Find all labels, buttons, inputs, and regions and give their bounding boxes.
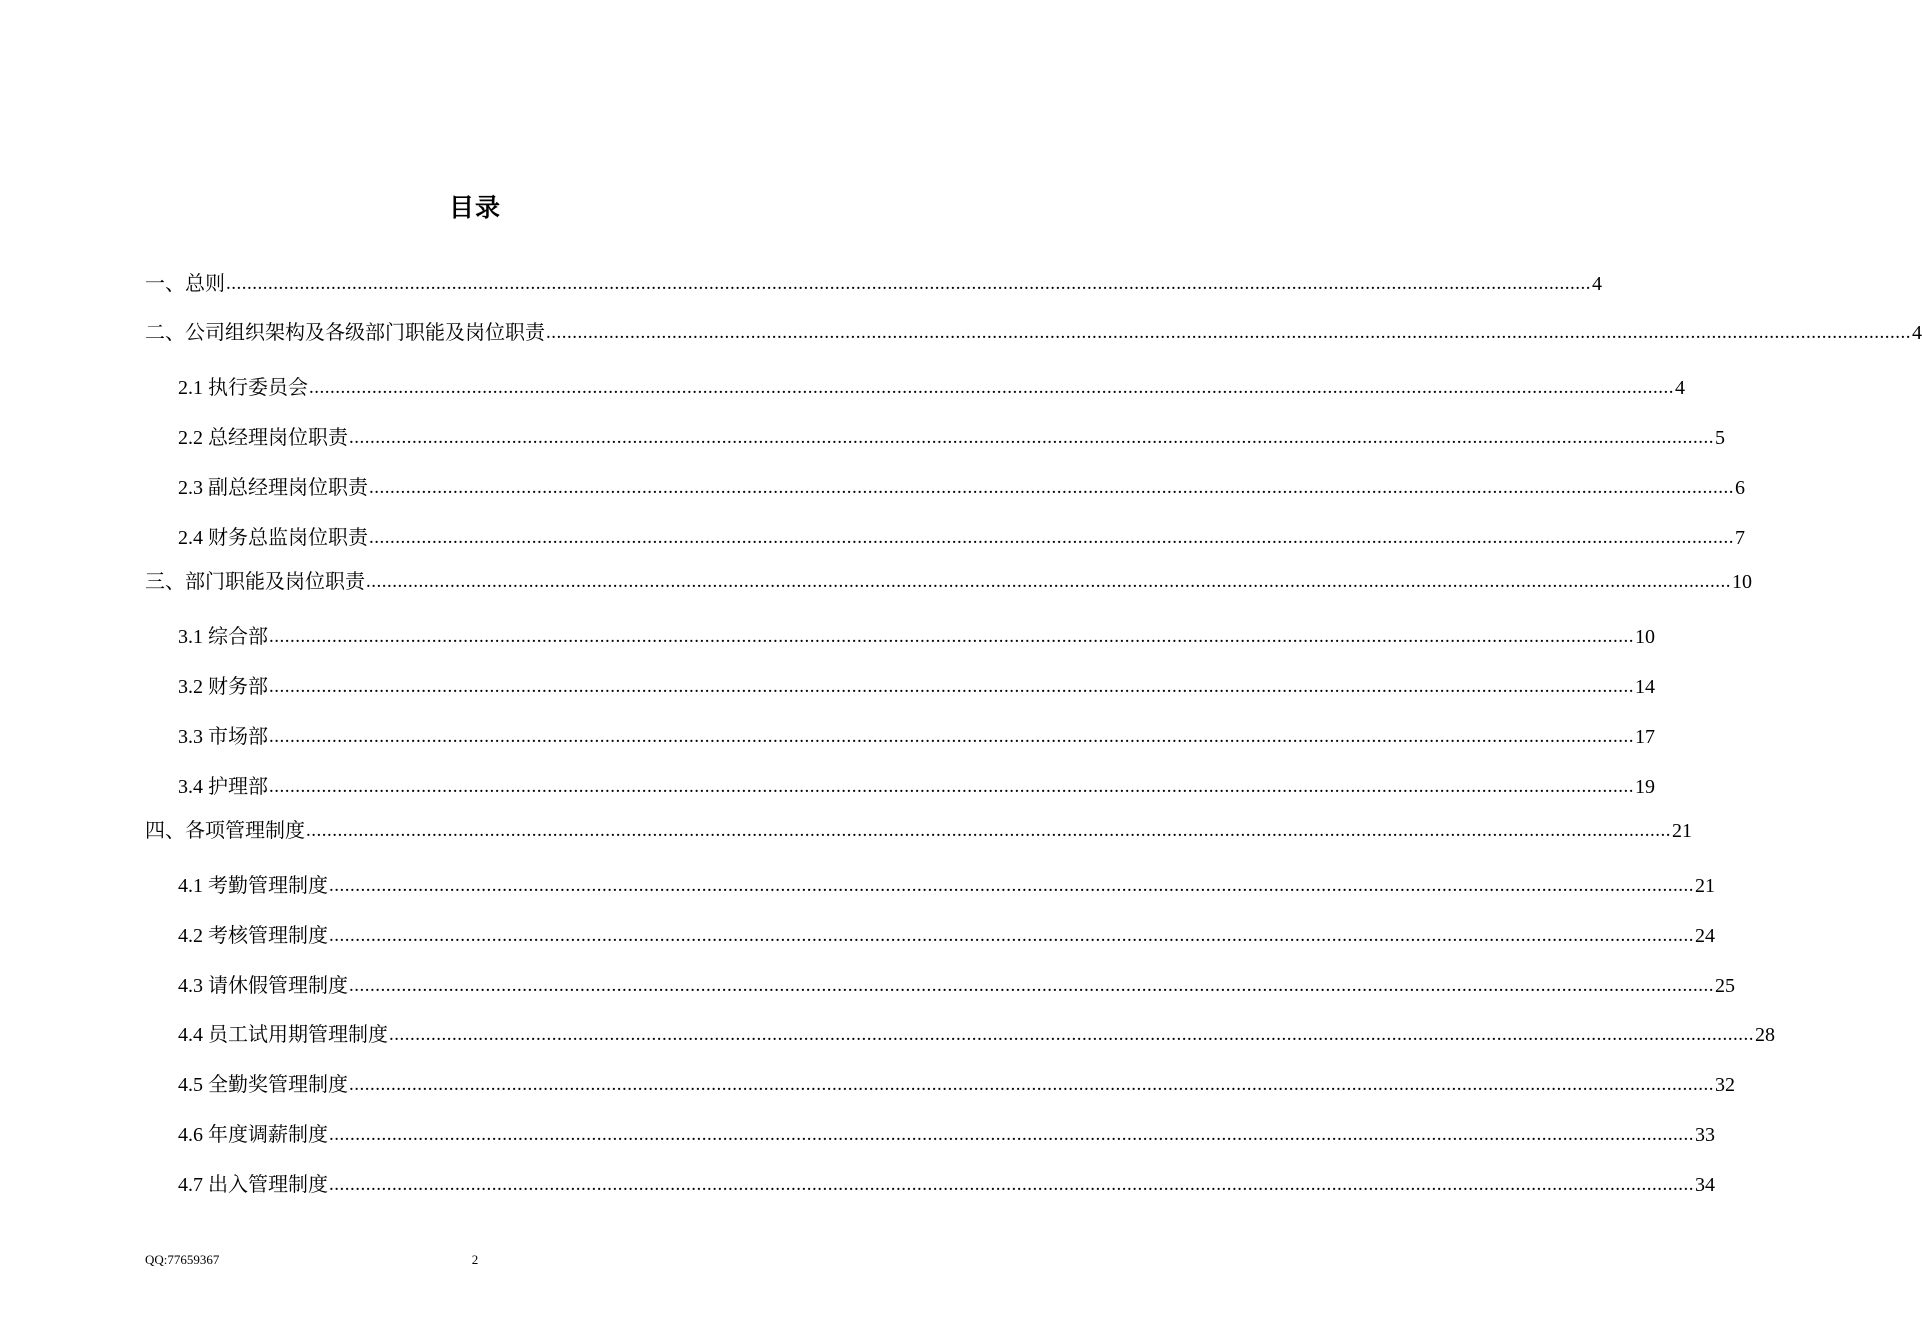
toc-entry[interactable] bbox=[178, 474, 1745, 502]
toc-dot-leader: .................................................................................................................................................................................................................................................................... bbox=[269, 776, 1634, 797]
toc-entry-text: 综合部 bbox=[208, 624, 268, 648]
toc-entry-page: 4 bbox=[1912, 322, 1922, 344]
toc-entry-page: 34 bbox=[1695, 1174, 1715, 1196]
toc-entry-page: 33 bbox=[1695, 1124, 1715, 1146]
toc-entry-text: 总经理岗位职责 bbox=[208, 425, 348, 449]
toc-dot-leader: .................................................................................................................................................................................................................................................................... bbox=[349, 975, 1714, 996]
toc-dot-leader: .................................................................................................................................................................................................................................................................... bbox=[369, 477, 1734, 498]
toc-entry-page: 4 bbox=[1592, 273, 1602, 295]
toc-entry-text: 考核管理制度 bbox=[208, 923, 328, 947]
toc-entry-number: 3.1 bbox=[178, 626, 208, 648]
toc-entry-number: 2.2 bbox=[178, 427, 208, 449]
toc-entry-page: 24 bbox=[1695, 925, 1715, 947]
toc-entry[interactable] bbox=[178, 1071, 1735, 1099]
toc-entry-page: 5 bbox=[1715, 427, 1725, 449]
toc-entry-number: 4.4 bbox=[178, 1024, 208, 1046]
toc-entry-page: 19 bbox=[1635, 776, 1655, 798]
toc-entry-text: 执行委员会 bbox=[208, 375, 308, 399]
toc-entry-text: 财务部 bbox=[208, 674, 268, 698]
toc-entry[interactable] bbox=[178, 623, 1655, 651]
toc-entry-number: 2.3 bbox=[178, 477, 208, 499]
toc-entry-number: 4.3 bbox=[178, 975, 208, 997]
toc-entry-number: 4.6 bbox=[178, 1124, 208, 1146]
toc-entry-text: 员工试用期管理制度 bbox=[208, 1022, 388, 1046]
toc-entry-number: 4.2 bbox=[178, 925, 208, 947]
toc-entry-number: 4.1 bbox=[178, 875, 208, 897]
toc-dot-leader: .................................................................................................................................................................................................................................................................... bbox=[366, 571, 1731, 592]
toc-entry-page: 32 bbox=[1715, 1074, 1735, 1096]
toc-entry[interactable] bbox=[178, 972, 1735, 1000]
toc-dot-leader: .................................................................................................................................................................................................................................................................... bbox=[329, 925, 1694, 946]
toc-entry[interactable] bbox=[145, 817, 1692, 845]
toc-entry[interactable] bbox=[178, 374, 1685, 402]
toc-entry-number: 4.5 bbox=[178, 1074, 208, 1096]
toc-entry-text: 三、部门职能及岗位职责 bbox=[145, 569, 365, 593]
toc-dot-leader: .................................................................................................................................................................................................................................................................... bbox=[329, 875, 1694, 896]
toc-entry-number: 3.3 bbox=[178, 726, 208, 748]
toc-dot-leader: .................................................................................................................................................................................................................................................................... bbox=[269, 626, 1634, 647]
toc-entry-text: 一、总则 bbox=[145, 271, 225, 295]
toc-entry-page: 21 bbox=[1672, 820, 1692, 842]
toc-entry-text: 二、公司组织架构及各级部门职能及岗位职责 bbox=[145, 320, 545, 344]
footer-page-number: 2 bbox=[471, 1252, 479, 1267]
toc-entry-number: 2.1 bbox=[178, 377, 208, 399]
toc-entry-text: 财务总监岗位职责 bbox=[208, 525, 368, 549]
toc-entry-text: 副总经理岗位职责 bbox=[208, 475, 368, 499]
toc-entry-text: 市场部 bbox=[208, 724, 268, 748]
toc-dot-leader: .................................................................................................................................................................................................................................................................... bbox=[309, 377, 1674, 398]
toc-entry[interactable] bbox=[178, 922, 1715, 950]
toc-entry-page: 25 bbox=[1715, 975, 1735, 997]
toc-dot-leader: .................................................................................................................................................................................................................................................................... bbox=[226, 273, 1591, 294]
toc-dot-leader: .................................................................................................................................................................................................................................................................... bbox=[269, 676, 1634, 697]
toc-entry-number: 3.4 bbox=[178, 776, 208, 798]
toc-entry-text: 年度调薪制度 bbox=[208, 1122, 328, 1146]
toc-entry[interactable] bbox=[178, 524, 1745, 552]
toc-entry[interactable] bbox=[145, 319, 1922, 347]
toc-dot-leader: .................................................................................................................................................................................................................................................................... bbox=[269, 726, 1634, 747]
toc-entry-page: 4 bbox=[1675, 377, 1685, 399]
toc-entry-text: 四、各项管理制度 bbox=[145, 818, 305, 842]
toc-entry-text: 请休假管理制度 bbox=[208, 973, 348, 997]
toc-dot-leader: .................................................................................................................................................................................................................................................................... bbox=[546, 322, 1911, 343]
toc-entry[interactable] bbox=[178, 424, 1725, 452]
toc-entry-page: 28 bbox=[1755, 1024, 1775, 1046]
toc-entry-page: 17 bbox=[1635, 726, 1655, 748]
toc-entry[interactable] bbox=[178, 1171, 1715, 1199]
toc-dot-leader: .................................................................................................................................................................................................................................................................... bbox=[306, 820, 1671, 841]
toc-entry-text: 全勤奖管理制度 bbox=[208, 1072, 348, 1096]
page-title: 目录 bbox=[448, 193, 501, 222]
toc-dot-leader: .................................................................................................................................................................................................................................................................... bbox=[349, 427, 1714, 448]
toc-entry-page: 10 bbox=[1732, 571, 1752, 593]
toc-entry-number: 3.2 bbox=[178, 676, 208, 698]
footer-qq: QQ:77659367 bbox=[145, 1252, 220, 1267]
toc-entry-page: 7 bbox=[1735, 527, 1745, 549]
toc-entry-page: 21 bbox=[1695, 875, 1715, 897]
toc-entry[interactable] bbox=[178, 1021, 1775, 1049]
toc-entry[interactable] bbox=[178, 1121, 1715, 1149]
toc-entry[interactable] bbox=[145, 568, 1752, 596]
toc-entry-text: 考勤管理制度 bbox=[208, 873, 328, 897]
toc-entry-page: 10 bbox=[1635, 626, 1655, 648]
toc-entry-number: 2.4 bbox=[178, 527, 208, 549]
toc-entry-number: 4.7 bbox=[178, 1174, 208, 1196]
toc-dot-leader: .................................................................................................................................................................................................................................................................... bbox=[369, 527, 1734, 548]
toc-dot-leader: .................................................................................................................................................................................................................................................................... bbox=[349, 1074, 1714, 1095]
toc-dot-leader: .................................................................................................................................................................................................................................................................... bbox=[329, 1174, 1694, 1195]
toc-entry-page: 14 bbox=[1635, 676, 1655, 698]
toc-entry[interactable] bbox=[178, 773, 1655, 801]
toc-dot-leader: .................................................................................................................................................................................................................................................................... bbox=[389, 1024, 1754, 1045]
toc-entry[interactable] bbox=[178, 872, 1715, 900]
toc-dot-leader: .................................................................................................................................................................................................................................................................... bbox=[329, 1124, 1694, 1145]
toc-entry[interactable] bbox=[178, 723, 1655, 751]
toc-entry-page: 6 bbox=[1735, 477, 1745, 499]
toc-entry-text: 护理部 bbox=[208, 774, 268, 798]
toc-entry[interactable] bbox=[145, 270, 1602, 298]
toc-entry-text: 出入管理制度 bbox=[208, 1172, 328, 1196]
toc-entry[interactable] bbox=[178, 673, 1655, 701]
